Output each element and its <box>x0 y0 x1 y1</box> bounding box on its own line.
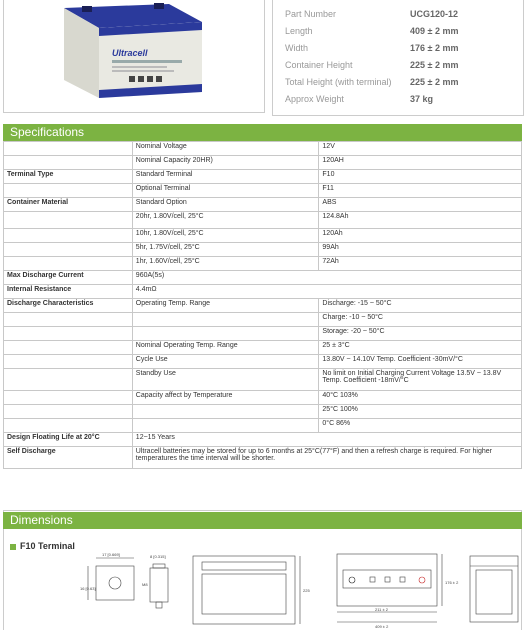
terminal-label: F10 Terminal <box>10 541 75 551</box>
dim-nut: 8 [0.315] <box>150 554 166 559</box>
battery-end-drawing <box>470 556 518 622</box>
spec-category <box>4 369 133 391</box>
spec-category <box>4 419 133 433</box>
specifications-header: Specifications <box>3 124 522 141</box>
spec-parameter: Standard Terminal <box>132 170 319 184</box>
spec-category <box>4 156 133 170</box>
spec-row <box>4 327 522 341</box>
spec-parameter: 5hr, 1.75V/cell, 25°C <box>132 243 319 257</box>
spec-parameter: Nominal Voltage <box>132 142 319 156</box>
spec-value: Discharge: -15 ~ 50°C <box>319 299 522 313</box>
product-photo <box>3 0 265 113</box>
detail-weight: Approx Weight 37 kg <box>285 94 434 104</box>
spec-category <box>4 391 133 405</box>
specifications-table <box>3 141 522 469</box>
terminal-drawing <box>80 552 134 600</box>
spec-value: 0°C 86% <box>319 419 522 433</box>
spec-category <box>4 257 133 271</box>
spec-row <box>4 243 522 257</box>
spec-parameter: Nominal Operating Temp. Range <box>132 341 319 355</box>
spec-row <box>4 184 522 198</box>
spec-parameter <box>132 405 319 419</box>
spec-value: 120AH <box>319 156 522 170</box>
spec-row <box>4 355 522 369</box>
dim-front-length: 211 ± 2 <box>375 607 389 612</box>
spec-parameter: 12~15 Years <box>132 433 521 447</box>
spec-row <box>4 299 522 313</box>
spec-parameter: 4.4mΩ <box>132 285 521 299</box>
spec-category <box>4 313 133 327</box>
dimensions-header: Dimensions <box>3 512 522 529</box>
terminal-side-drawing <box>142 554 168 608</box>
spec-row <box>4 229 522 243</box>
detail-total-height: Total Height (with terminal) 225 ± 2 mm <box>285 77 459 87</box>
spec-parameter: 10hr, 1.80V/cell, 25°C <box>132 229 319 243</box>
spec-value: 72Ah <box>319 257 522 271</box>
spec-category: Discharge Characteristics <box>4 299 133 313</box>
spec-category: Max Discharge Current <box>4 271 133 285</box>
spec-parameter: Optional Terminal <box>132 184 319 198</box>
spec-parameter <box>132 327 319 341</box>
spec-row <box>4 271 522 285</box>
spec-parameter: Ultracell batteries may be stored for up to 6 months at 25°C(77°F) and then a refresh charge is required. For higher temperatures the time interval will be shorter. <box>132 447 521 469</box>
brand-logo: Ultracell <box>112 48 148 58</box>
spec-row <box>4 142 522 156</box>
dim-term-width: 17 [0.669] <box>102 552 120 557</box>
spec-parameter: Nominal Capacity 20HR) <box>132 156 319 170</box>
spec-category <box>4 327 133 341</box>
dimension-drawings <box>0 548 525 630</box>
spec-category <box>4 184 133 198</box>
spec-category: Terminal Type <box>4 170 133 184</box>
spec-category: Design Floating Life at 20°C <box>4 433 133 447</box>
spec-category <box>4 355 133 369</box>
spec-value: 12V <box>319 142 522 156</box>
spec-row <box>4 285 522 299</box>
product-header <box>0 0 525 118</box>
dim-bolt: M8 <box>142 582 148 587</box>
spec-category <box>4 405 133 419</box>
spec-row <box>4 257 522 271</box>
spec-category: Container Material <box>4 198 133 212</box>
spec-row <box>4 156 522 170</box>
spec-value: 25 ± 3°C <box>319 341 522 355</box>
spec-value: ABS <box>319 198 522 212</box>
spec-value: F11 <box>319 184 522 198</box>
spec-row <box>4 341 522 355</box>
dim-term-height: 16 [0.63] <box>80 586 96 591</box>
spec-value: 120Ah <box>319 229 522 243</box>
product-details <box>272 0 524 116</box>
dim-front-total: 409 ± 2 <box>375 624 389 629</box>
spec-parameter: 1hr, 1.60V/cell, 25°C <box>132 257 319 271</box>
battery-top-drawing <box>337 554 459 629</box>
spec-category <box>4 243 133 257</box>
spec-category: Internal Resistance <box>4 285 133 299</box>
spec-row <box>4 198 522 212</box>
spec-value: Storage: -20 ~ 50°C <box>319 327 522 341</box>
spec-value: 13.80V ~ 14.10V Temp. Coefficient -30mV/°C <box>319 355 522 369</box>
spec-value: 99Ah <box>319 243 522 257</box>
spec-row <box>4 433 522 447</box>
spec-parameter: Capacity affect by Temperature <box>132 391 319 405</box>
spec-parameter <box>132 313 319 327</box>
detail-container-height: Container Height 225 ± 2 mm <box>285 60 459 70</box>
spec-category <box>4 341 133 355</box>
spec-category <box>4 212 133 229</box>
spec-row <box>4 447 522 469</box>
spec-parameter: Standby Use <box>132 369 319 391</box>
spec-row <box>4 419 522 433</box>
spec-category: Self Discharge <box>4 447 133 469</box>
spec-value: No limit on Initial Charging Current Voltage 13.5V ~ 13.8V Temp. Coefficient -18mV/°C <box>319 369 522 391</box>
detail-length: Length 409 ± 2 mm <box>285 26 459 36</box>
spec-parameter: Cycle Use <box>132 355 319 369</box>
dim-front-height: 176 ± 2 <box>445 580 459 585</box>
spec-category <box>4 229 133 243</box>
spec-row <box>4 405 522 419</box>
detail-part-number: Part Number UCG120-12 <box>285 9 459 19</box>
spec-value: F10 <box>319 170 522 184</box>
spec-row <box>4 391 522 405</box>
dim-side-height: 225 <box>303 588 310 593</box>
detail-width: Width 176 ± 2 mm <box>285 43 459 53</box>
spec-row <box>4 212 522 229</box>
spec-parameter <box>132 419 319 433</box>
spec-value: 40°C 103% <box>319 391 522 405</box>
spec-row <box>4 369 522 391</box>
spec-parameter: 20hr, 1.80V/cell, 25°C <box>132 212 319 229</box>
battery-image <box>4 0 264 112</box>
spec-value: 124.8Ah <box>319 212 522 229</box>
spec-value: 25°C 100% <box>319 405 522 419</box>
spec-value: Charge: -10 ~ 50°C <box>319 313 522 327</box>
spec-parameter: Standard Option <box>132 198 319 212</box>
battery-side-drawing <box>193 556 310 624</box>
spec-category <box>4 142 133 156</box>
spec-parameter: Operating Temp. Range <box>132 299 319 313</box>
spec-row <box>4 313 522 327</box>
spec-parameter: 960A(5s) <box>132 271 521 285</box>
spec-row <box>4 170 522 184</box>
